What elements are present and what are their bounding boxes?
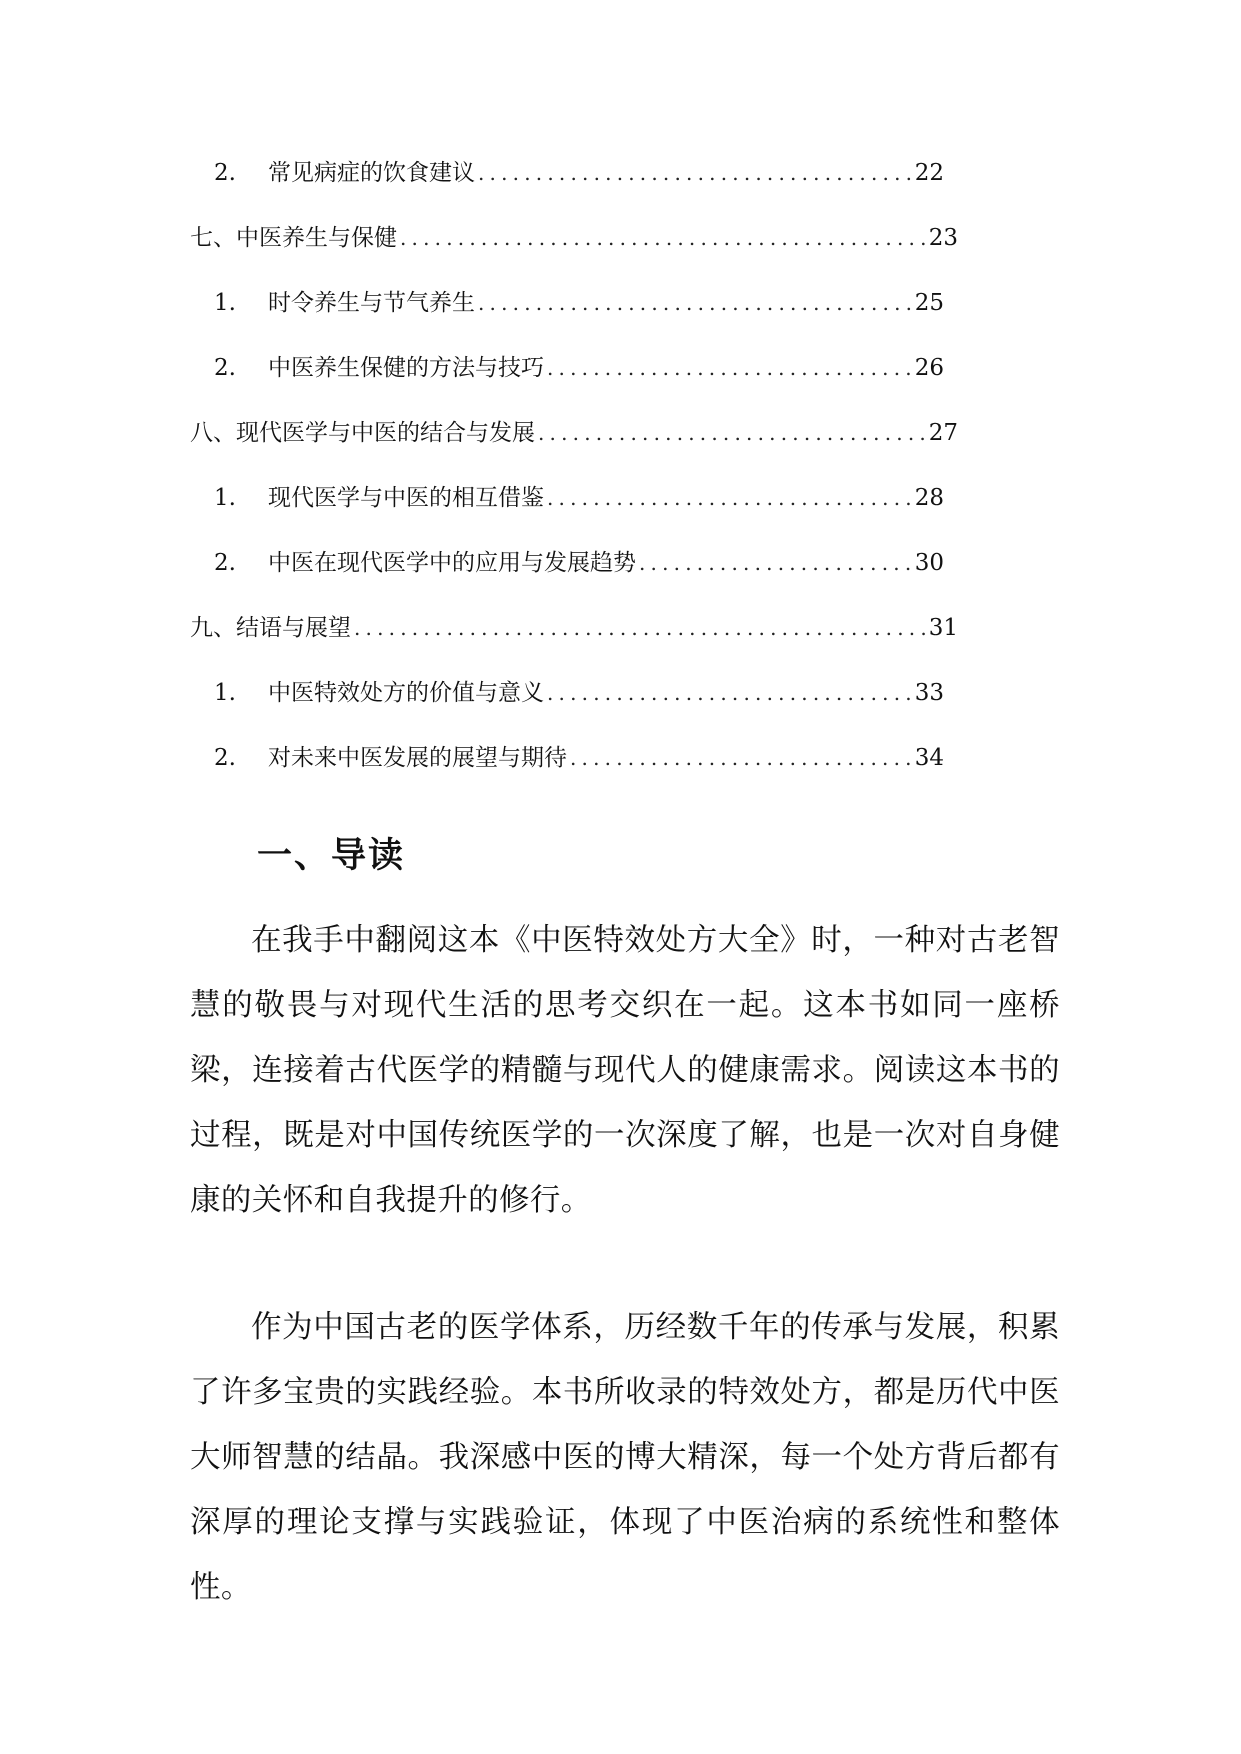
toc-entry-page: 25: [914, 290, 944, 316]
toc-entry-page: 26: [914, 355, 944, 381]
toc-entry[interactable]: [214, 343, 944, 383]
toc-entry-title: 九、结语与展望: [190, 615, 351, 641]
toc-entry-title: 对未来中医发展的展望与期待: [268, 745, 567, 771]
toc-entry[interactable]: [190, 603, 958, 643]
toc-entry-title: 现代医学与中医的相互借鉴: [268, 485, 544, 511]
toc-entry[interactable]: [190, 213, 958, 253]
body-paragraph: 在我手中翻阅这本《中医特效处方大全》时，一种对古老智慧的敬畏与对现代生活的思考交织在一起。这本书如同一座桥梁，连接着古代医学的精髓与现代人的健康需求。阅读这本书的过程，既是对中国传统医学的一次深度了解，也是一次对自身健康的关怀和自我提升的修行。: [190, 923, 1060, 1218]
toc-entry[interactable]: [214, 668, 944, 708]
toc-entry[interactable]: [214, 733, 944, 773]
toc-entry-page: 27: [928, 420, 958, 446]
toc-entry-page: 23: [928, 225, 958, 251]
toc-entry-title: 中医在现代医学中的应用与发展趋势: [268, 550, 636, 576]
toc-entry-page: 31: [928, 615, 958, 641]
toc-entry-page: 33: [914, 680, 944, 706]
toc-entry-number: 2.: [214, 160, 236, 186]
toc-dot-leader: [354, 613, 926, 643]
section-heading: 一、导读: [257, 836, 406, 876]
toc-entry-page: 34: [914, 745, 944, 771]
toc-dot-leader: [570, 743, 912, 773]
toc-dot-leader: [639, 548, 912, 578]
toc-entry[interactable]: [190, 408, 958, 448]
toc-dot-leader: [547, 678, 912, 708]
toc-entry-page: 28: [914, 485, 944, 511]
toc-entry-number: 2.: [214, 550, 236, 576]
toc-entry-number: 2.: [214, 355, 236, 381]
toc-entry-title: 常见病症的饮食建议: [268, 160, 475, 186]
toc-dot-leader: [538, 418, 926, 448]
toc-dot-leader: [478, 288, 912, 318]
toc-dot-leader: [547, 353, 912, 383]
toc-entry-title: 中医特效处方的价值与意义: [268, 680, 544, 706]
toc-entry[interactable]: [214, 473, 944, 513]
toc-entry-number: 2.: [214, 745, 236, 771]
toc-entry-title: 七、中医养生与保健: [190, 225, 397, 251]
toc-entry-title: 八、现代医学与中医的结合与发展: [190, 420, 535, 446]
toc-entry-title: 中医养生保健的方法与技巧: [268, 355, 544, 381]
toc-dot-leader: [400, 223, 926, 253]
toc-entry[interactable]: [214, 278, 944, 318]
toc-dot-leader: [547, 483, 912, 513]
toc-entry-number: 1.: [214, 290, 236, 316]
toc-entry-title: 时令养生与节气养生: [268, 290, 475, 316]
toc-entry[interactable]: [214, 148, 944, 188]
toc-entry[interactable]: [214, 538, 944, 578]
toc-dot-leader: [478, 158, 912, 188]
body-paragraph: 作为中国古老的医学体系，历经数千年的传承与发展，积累了许多宝贵的实践经验。本书所收录的特效处方，都是历代中医大师智慧的结晶。我深感中医的博大精深，每一个处方背后都有深厚的理论支撑与实践验证，体现了中医治病的系统性和整体性。: [190, 1310, 1060, 1605]
toc-entry-page: 22: [914, 160, 944, 186]
toc-entry-page: 30: [914, 550, 944, 576]
toc-entry-number: 1.: [214, 680, 236, 706]
toc-entry-number: 1.: [214, 485, 236, 511]
